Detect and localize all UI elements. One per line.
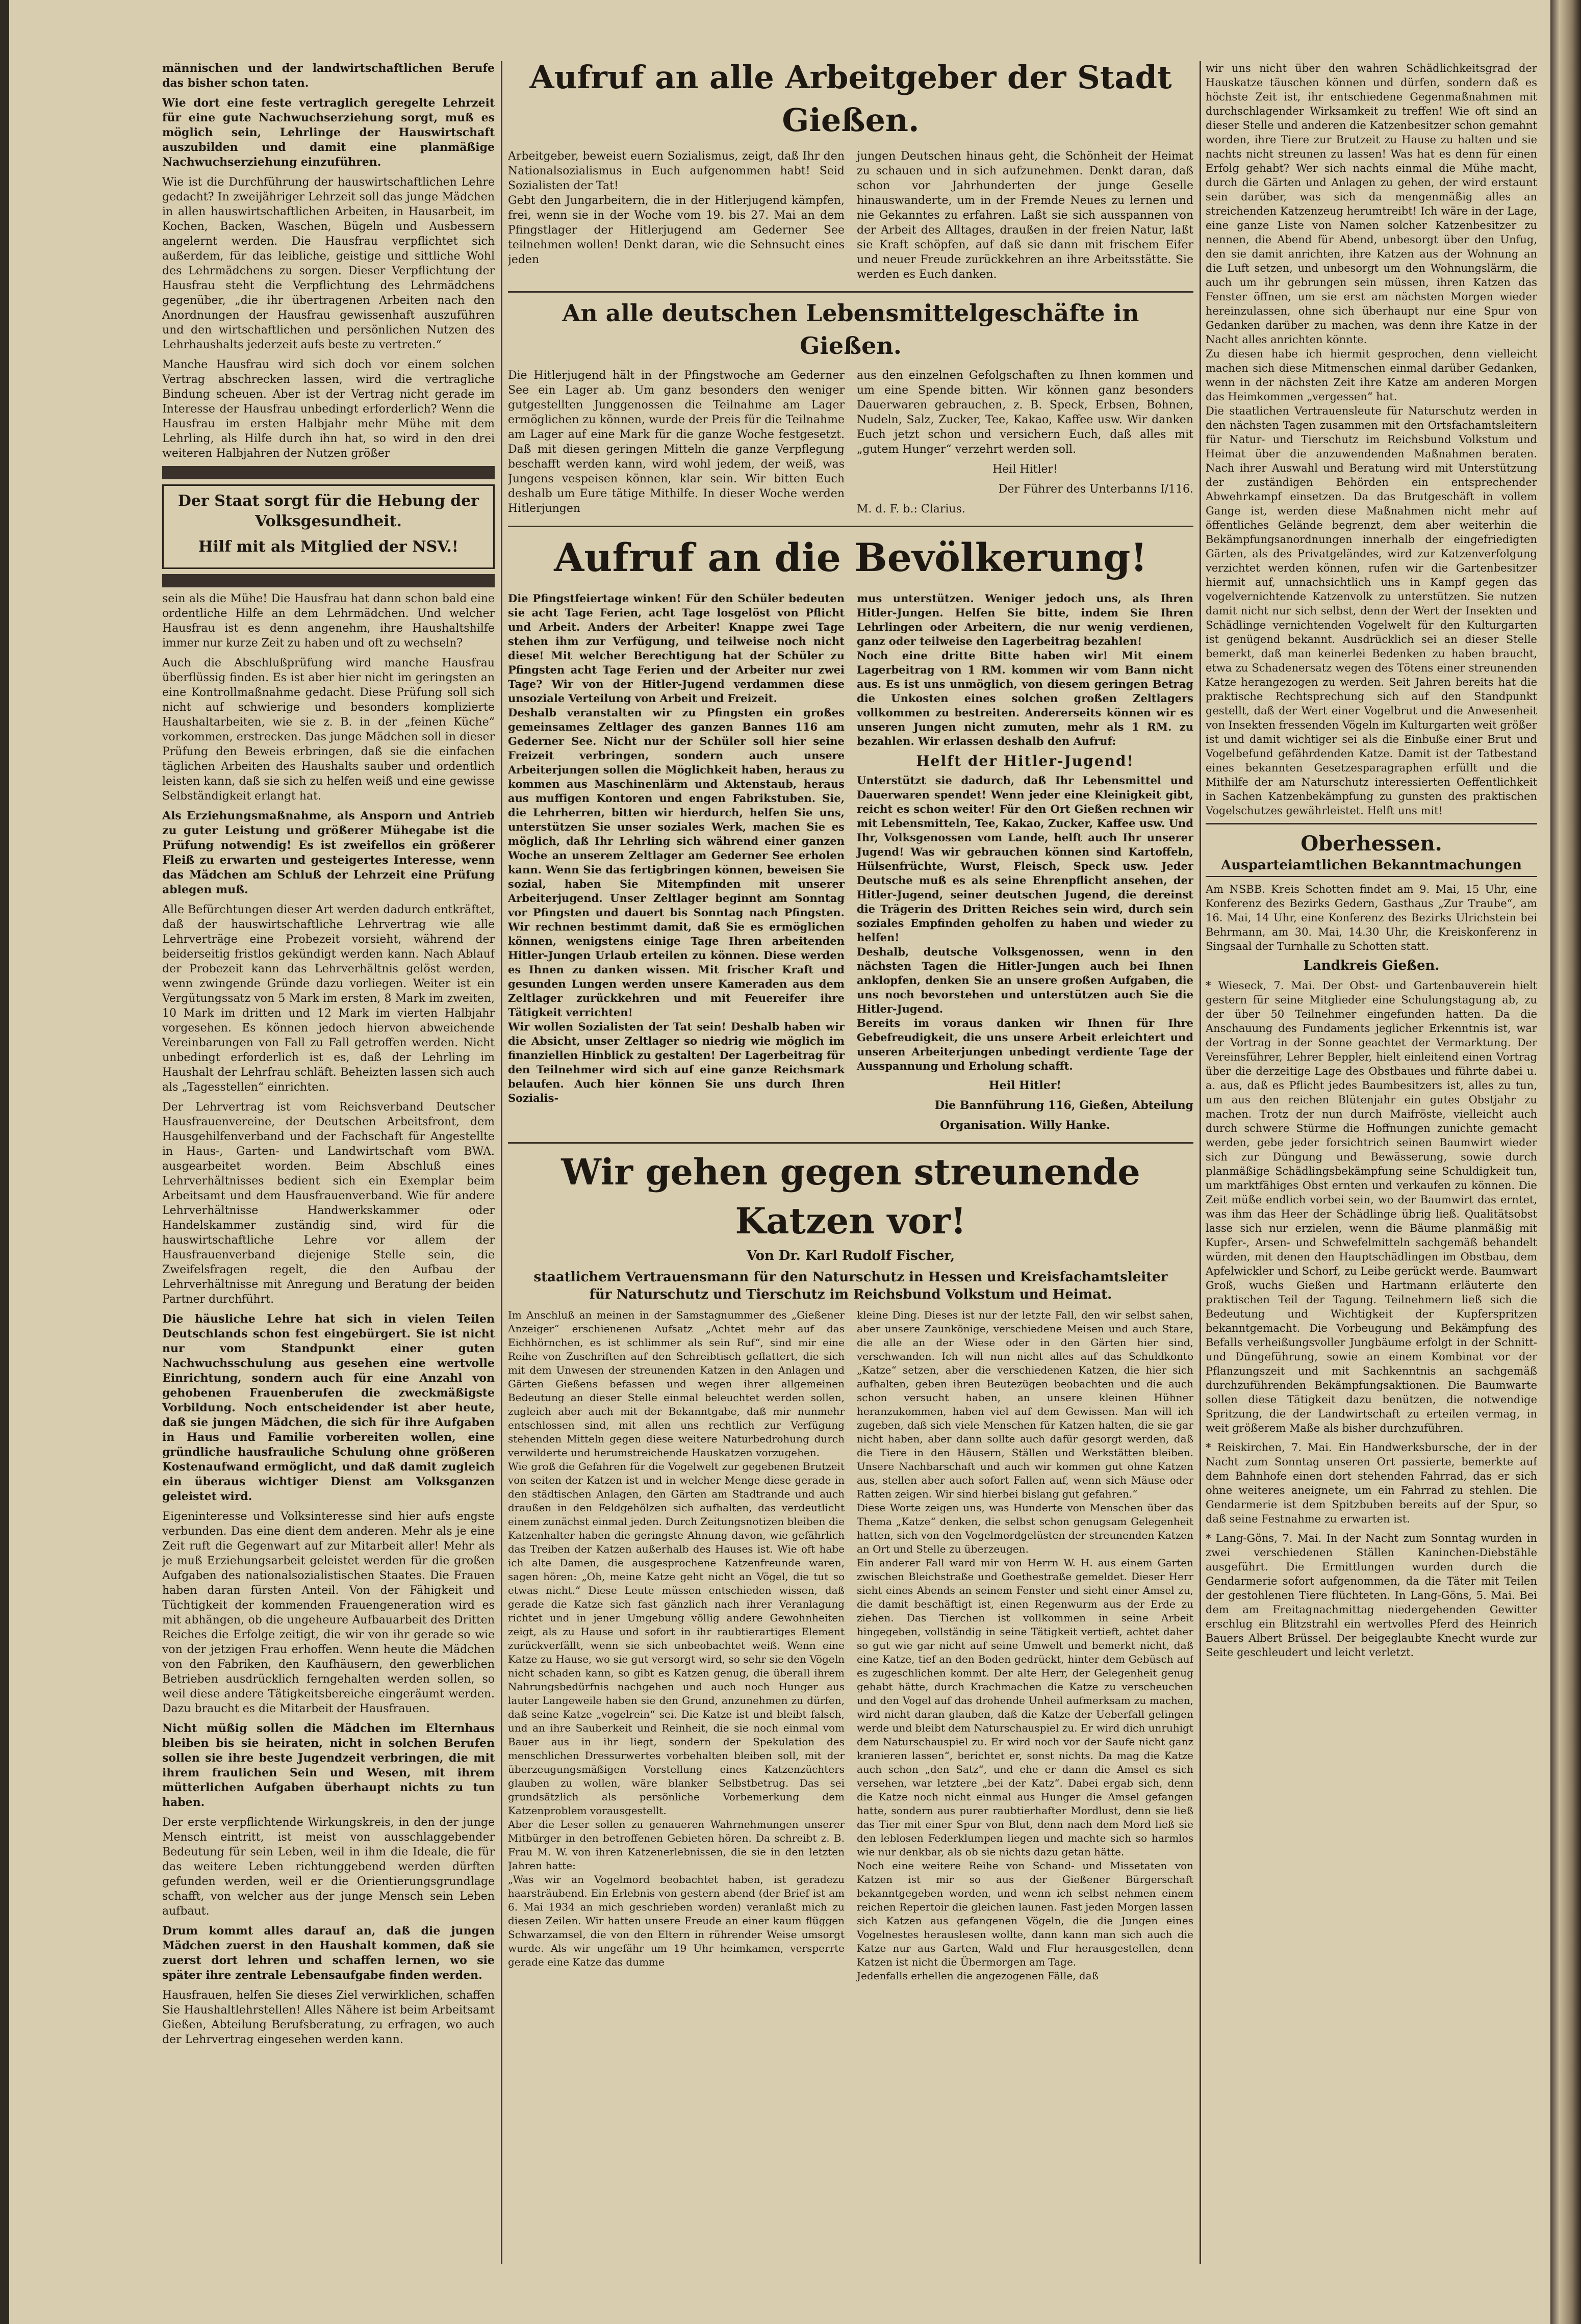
oberhessen-sub: Ausparteiamtlichen Bekanntmachungen — [1206, 858, 1537, 877]
nsv-box — [162, 484, 495, 569]
column-rule-2 — [1200, 61, 1201, 2264]
oberhessen-title: Oberhessen. — [1300, 832, 1442, 856]
left-p13: Drum kommt alles darauf an, daß die jungen Mädchen zuerst in den Haushalt kommen, daß sie zuerst dort lehren und schaffen lernen, wo sie später ihre zentrale Lebensaufgabe finden werden. — [162, 1924, 495, 1982]
rule-right — [1206, 823, 1537, 824]
article2-sign3: M. d. F. b.: Clarius. — [857, 503, 965, 515]
article3-col2b: Unterstützt sie dadurch, daß Ihr Lebensmittel und Dauerwaren spendet! Wenn jeder eine Kleinigkeit gibt, reicht es schon weiter! Für den Ort Gießen rechnen wir mit Lebensmitteln, Tee, Kakao, Zucker, Kaffee usw. Und Ihr, Volksgenossen vom Lande, helft auch Ihr unserer Jugend! Was wir gebrauchen können sind Kartoffeln, Hülsenfrüchte, Wurst, Fleisch, Speck usw. Jeder Deutsche muß es als seine Ehrenpflicht ansehen, der Hitler-Jugend, seiner deutschen Jugend, die dereinst die Trägerin des Dritten Reiches sein wird, durch sein soziales Empfinden geholfen zu haben und wieder zu helfen! Deshalb, deutsche Volksgenossen, wenn in den nächsten Tagen die Hitler-Jungen auch bei Ihnen anklopfen, denken Sie an unsere großen Aufgaben, die uns noch bevorstehen und unterstützen auch Sie die Hitler-Jugend. Bereits im voraus danken wir Ihnen für Ihre Gebefreudigkeit, die uns unsere Arbeit erleichtert und unseren Arbeiterjungen unbedingt verdiente Tage der Ausspannung und Erholung schafft. — [857, 774, 1193, 1072]
article4 — [508, 1308, 1193, 1988]
article2-sign2: Der Führer des Unterbanns I/116. — [998, 483, 1193, 496]
article4-col2: kleine Ding. Dieses ist nur der letzte Fall, den wir selbst sahen, aber unsere Zaunkönige, verschiedene Meisen und auch Stare, die alle an der Wiese oder in den Gärten hier sind, verschwanden. Ich will nun nicht alles auf das Schuldkonto „Katze“ setzen, aber die verschiedenen Katzen, die hier sich aufhalten, geben ihren Beutezügen beobachten und die auch schon versucht haben, an unsere kleinen Hühner heranzukommen, haben viel auf dem Gewissen. Man will ich zugeben, daß sich viele Menschen für Katzen halten, die sie gar nicht haben, aber dann sollte auch dafür gesorgt werden, daß die Tiere in den Häusern, Ställen und Werkstätten bleiben. Unsere Nachbarschaft und auch wir kommen gut ohne Katzen aus, stellen aber auch sofort Fallen auf, wenn sich Mäuse oder Ratten zeigen. Wir sind hierbei bislang gut gefahren.“ Diese Worte zeigen uns, was Hunderte von Menschen über das Thema „Katze“ denken, die selbst schon genugsam Gelegenheit hatten, sich von den Vogelmordgelüsten der streunenden Katzen an Ort und Stelle zu überzeugen. Ein anderer Fall ward mir von Herrn W. H. aus einem Garten zwischen Bleichstraße und Goethestraße gemeldet. Dieser Herr sieht eines Abends an seinem Fenster und sieht einer Amsel zu, die damit beschäftigt ist, einen Regenwurm aus der Erde zu ziehen. Das Tierchen ist vollkommen in seine Arbeit hingegeben, vollständig in seine Tätigkeit vertieft, achtet daher so gut wie gar nicht auf seine Umwelt und bemerkt nicht, daß eine Katze, tief an den Boden gedrückt, hinter dem Gebüsch auf es zugeschlichen kommt. Der alte Herr, der Gelegenheit genug gehabt hätte, durch Krachmachen die Katze zu verscheuchen und den Vogel auf das drohende Unheil aufmerksam zu machen, wird nicht daran glauben, daß die Katze der Ueberfall gelingen werde und bleibt dem Naturschauspiel zu. Er wird dich unruhigt dem Naturschauspiel zu. Er wird noch vor der Saufe nicht ganz kranieren lassen“, berichtet er, sonst nichts. Da mag die Katze auch schon „den Satz“, und ehe er dann die Amsel es sich versehen, war letztere „bei der Katz“. Dabei ergab sich, denn die Katze noch nicht einmal aus Hunger die Amsel gefangen hatte, sondern aus purer raubtierhafter Mordlust, denn sie ließ das Tier mit einer Spur von Blut, denn nach dem Mord ließ sie den leblosen Federklumpen liegen und machte sich so harmlos wie nur denkbar, als ob sie nichts dazu getan hätte. Noch eine weitere Reihe von Schand- und Missetaten von Katzen ist mir so aus der Gießener Bürgerschaft bekanntgegeben worden, und wenn ich selbst nehmen einem reichen Repertoir die gleichen launen. Fast jeden Morgen lassen sich Katzen aus gefangenen Vögeln, die die Jungen eines Vogelnestes herauslesen wollte, dann kann man sich auch die Katze nur aus Garten, Wald und Flur herausgestellen, denn Katzen ist nicht die Übermorgen am Tage. Jedenfalls erhellen die angezogenen Fälle, daß — [857, 1309, 1193, 1982]
left-p6: Als Erziehungsmaßnahme, als Ansporn und Antrieb zu guter Leistung und größerer Mühegabe ist die Prüfung notwendig! Es ist zweifellos ein größerer Fleiß zu erwarten und gesteigertes Interesse, wenn das Mädchen am Schluß der Lehrzeit eine Prüfung ablegen muß. — [162, 809, 495, 896]
binding-gutter — [0, 0, 9, 2324]
right-column — [1206, 61, 1537, 2254]
nsv-bar-top — [162, 466, 495, 479]
left-p7: Alle Befürchtungen dieser Art werden dadurch entkräftet, daß der hauswirtschaftliche Lehrvertrag wie alle Lehrverträge eine Probezeit vorsieht, während der beiderseitig fristlos gekündigt werden kann. Nach Ablauf der Probezeit kann das Lehrverhältnis gelöst werden, wenn zwingende Gründe dazu vorliegen. Weiter ist ein Vergütungssatz von 5 Mark im ersten, 8 Mark im zweiten, 10 Mark im dritten und 12 Mark im vierten Halbjahr vorgesehen. Es können jedoch hiervon abweichende Vereinbarungen von Fall zu Fall getroffen werden. Nicht unbedingt erforderlich ist es, daß der Lehrling im Haushalt der Lehrfrau schläft. Beheizten lassen sich auch als „Tagesstellen“ einrichten. — [162, 903, 495, 1094]
headline-bevoelkerung: Aufruf an die Bevölkerung! — [554, 535, 1148, 580]
article3 — [508, 591, 1193, 1138]
article3-col1: Die Pfingstfeiertage winken! Für den Schüler bedeuten sie acht Tage Ferien, acht Tage losgelöst von Pflicht und Arbeit. Anders der Arbeiter! Knappe zwei Tage stehen ihm zur Verfügung, und teilweise noch nicht diese! Mit welcher Berechtigung hat der Schüler zu Pfingsten acht Tage Ferien und der Arbeiter nur zwei Tage? Wir von der Hitler-Jugend verdammen diese unsoziale Verteilung von Arbeit und Freizeit. Deshalb veranstalten wir zu Pfingsten ein großes gemeinsames Zeltlager des ganzen Bannes 116 am Gederner See. Nicht nur der Schüler soll hier seine Freizeit verbringen, sondern auch unsere Arbeiterjungen sollen die Möglichkeit haben, heraus zu kommen aus Maschinenlärm und Aktenstaub, heraus aus muffigen Kontoren und engen Fabrikstuben. Sie, die Lehrherren, bitten wir hierdurch, helfen Sie uns, unterstützen Sie unser soziales Werk, machen Sie es möglich, daß Ihr Lehrling sich während einer ganzen Woche an unserem Zeltlager am Gederner See erholen kann. Wenn Sie das fertigbringen können, beweisen Sie sozial, haben Sie Mitempfinden mit unserer Arbeiterjugend. Unser Zeltlager beginnt am Sonntag vor Pfingsten und dauert bis Sonntag nach Pfingsten. Wir rechnen bestimmt damit, daß Sie es ermöglichen können, wenigstens einige Tage Ihren arbeitenden Hitler-Jungen Urlaub erteilen zu können. Diese werden es Ihnen zu danken wissen. Mit frischer Kraft und gesunden Lungen werden unsere Kameraden aus dem Zeltlager zurückkehren und mit Feuereifer ihre Tätigkeit verrichten! Wir wollen Sozialisten der Tat sein! Deshalb haben wir die Absicht, unser Zeltlager so niedrig wie möglich im finanziellen Hinblick zu gestalten! Der Lagerbeitrag für den Teilnehmer wird sich auf eine ganze Reichsmark belaufen. Auch hier können Sie uns durch Ihren Sozialis- — [508, 592, 845, 1104]
article3-right — [857, 591, 1193, 1138]
rule-h1 — [508, 291, 1193, 293]
landkreis-p1: * Wieseck, 7. Mai. Der Obst- und Gartenbauverein hielt gestern für seine Mitglieder eine Schulungstagung ab, zu der über 50 Teilnehmer eingefunden hatten. Da die Anschauung des Fundaments jeglicher Erkenntnis ist, war der Vortrag in der Sonne geachtet der Vermarktung. Der Vereinsführer, Lehrer Beppler, hielt einleitend einen Vortrag über die derzeitige Lage des Obstbaues und führte dabei u. a. aus, daß es Pflicht jedes Baumbesitzers ist, alles zu tun, um aus den reichen Blütenjahr ein gutes Obstjahr zu machen. Trotz der nun durch Maifröste, vielleicht auch durch schwere Stürme die Hoffnungen zunichte gemacht werden, gebe jeder forsichtrich seinen Baumwirt wieder sich zur Düngung und Bewässerung, sowie durch planmäßige Schädlingsbekämpfung seine Schuldigkeit tun, um marktfähiges Obst ernten und verkaufen zu können. Die Zeit müße endlich vorbei sein, wo der Baumwirt das erntet, was ihm das Heer der Schädlinge übrig ließ. Qualitätsobst lasse sich nur erzielen, wenn die Bäume planmäßig mit Kupfer-, Arsen- und Schwefelmitteln sachgemäß behandelt würden, mit denen den Hauptschädlingen im Obstbau, dem Apfelwickler und Schorf, zu Leibe gerückt werde. Baumwart Groß, wuchs Gießen und Hartmann erläuterte den praktischen Teil der Tagung. Teilnehmern ließ sich die Bedeutung und Wichtigkeit der Kupferspritzen bekanntgemacht. Die Vorbeugung und Bekämpfung des Befalls verheißungsvoller Jungbäume erfolgt in der Schnitt- und Düngeführung, sowie an einem Kombinat vor der Pflanzungszeit und mit Sachkenntnis an sachgemäß durchzuführenden Bekämpfungsaktionen. Die Baumwarte sollen diese Tätigkeit dazu benützen, die notwendige Spritzung, die der Landwirtschaft zu erteilen vermag, in weit größerem Maße als bisher durchzuführen. — [1206, 979, 1537, 1434]
article4-col1: Im Anschluß an meinen in der Samstagnummer des „Gießener Anzeiger“ erschienenen Aufsatz „Achtet mehr auf das Eichhörnchen, es ist schlimmer als sein Ruf“, sind mir eine Reihe von Zuschriften auf den Schreibtisch geflattert, die sich mit dem Unwesen der streunenden Katzen in den Anlagen und Gärten Gießens befassen und wegen ihrer allgemeinen Bedeutung an dieser Stelle einmal beleuchtet werden sollen, zugleich aber auch mit der Bekanntgabe, daß mir nunmehr entschlossen sind, mit allen uns rechtlich zur Verfügung stehenden Mitteln gegen diese weitere Naturbedrohung durch verwilderte und herumstreichende Hauskatzen vorzugehen. Wie groß die Gefahren für die Vogelwelt zur gegebenen Brutzeit von seiten der Katzen ist und in welcher Menge diese gerade in den städtischen Anlagen, den Gärten am Stadtrande und auch draußen in den Feldgehölzen sich aufhalten, das verdeutlicht einem zunächst einmal jeden. Durch Zeitungsnotizen bleiben die Katzenhalter haben die geringste Ahnung davon, wie gefährlich das Treiben der Katzen außerhalb des Hauses ist. Wie oft habe ich alte Damen, die ausgesprochene Katzenfreunde waren, sagen hören: „Oh, meine Katze geht nicht an Vögel, die tut so etwas nicht.“ Diese Leute müssen entschieden wissen, daß gerade die Katze sich fast gänzlich nach ihrer Veranlagung richtet und in jener Umgebung völlig andere Gewohnheiten zeigt, als zu Hause und sofort in ihr raubtierartiges Element zurückverfällt, wenn sie sich unbeobachtet weiß. Wenn eine Katze zu Hause, wo sie gut versorgt wird, so sehr sie den Vögeln nicht schaden kann, so gibt es Katzen genug, die überall ihrem Nahrungsbedürfnis nachgehen und auch noch Hunger aus lauter Langeweile haben sie den Grund, anzunehmen zu dürfen, daß seine Katze „vogelrein“ sei. Die Katze ist und bleibt falsch, und an ihre Sauberkeit und Reinheit, die sie noch einmal vom Bauer aus in ihr liegt, sondern der Spekulation des menschlichen Dressurwertes vorbehalten bleiben soll, mit der überzeugungsmäßigen Vorstellung eines Katzenzüchters glauben zu wollen, wäre blanker Selbstbetrug. Das sei grundsätzlich als persönliche Vorbemerkung dem Katzenproblem vorausgestellt. Aber die Leser sollen zu genaueren Wahrnehmungen unserer Mitbürger in den betroffenen Gebieten hören. Da schreibt z. B. Frau M. W. von ihren Katzenerlebnissen, die sie in den letzten Jahren hatte: „Was wir an Vogelmord beobachtet haben, ist geradezu haarsträubend. Ein Erlebnis von gestern abend (der Brief ist am 6. Mai 1934 an mich geschrieben worden) veranlaßt mich zu diesen Zeilen. Wir hatten unsere Freude an einer kaum flüggen Schwarzamsel, die von den Eltern in rührender Weise umsorgt wurde. Als wir ungefähr um 19 Uhr heimkamen, versperrte gerade eine Katze das dumme — [508, 1309, 845, 1968]
left-column — [162, 61, 495, 2254]
article4-subtitle: staatlichem Vertrauensmann für den Naturschutz in Hessen und Kreisfachamtsleiter für Naturschutz und Tierschutz im Reichsbund Volkstum und Heimat. — [533, 1270, 1168, 1302]
nsv-bar-bottom — [162, 574, 495, 587]
headline-arbeitgeber: Aufruf an alle Arbeitgeber der Stadt Gießen. — [529, 59, 1172, 139]
article2-right — [857, 368, 1193, 522]
landkreis-title: Landkreis Gießen. — [1303, 958, 1440, 973]
rule-h2 — [508, 526, 1193, 527]
article2-col2: aus den einzelnen Gefolgschaften zu Ihnen kommen und um eine Spende bitten. Wir können ganz besonders Dauerwaren gebrauchen, z. B. Speck, Erbsen, Bohnen, Nudeln, Salz, Zucker, Tee, Kakao, Kaffee usw. Wir danken Euch jetzt schon und versichern Euch, daß alles mit „gutem Hunger“ verzehrt werden soll. — [857, 369, 1193, 456]
left-p11: Nicht müßig sollen die Mädchen im Elternhaus bleiben bis sie heiraten, nicht in solchen Berufen sollen sie ihre beste Jugendzeit verbringen, die mit ihrem fraulichen Sein und Wesen, mit ihrem mütterlichen Aufgaben überhaupt nichts zu tun haben. — [162, 1722, 495, 1809]
article2-sign1: Heil Hitler! — [992, 463, 1058, 476]
rule-h3 — [508, 1142, 1193, 1144]
article1 — [508, 149, 1193, 287]
left-p8: Der Lehrvertrag ist vom Reichsverband Deutscher Hausfrauenvereine, der Deutschen Arbeitsfront, dem Hausgehilfenverband und der Fachschaft für Angestellte in Haus-, Garten- und Landwirtschaft vom BWA. ausgearbeitet worden. Beim Abschluß eines Lehrverhältnisses bedient sich ein Exemplar beim Arbeitsamt und dem Hausfrauenverband. Wie für andere Lehrverhältnisse Handwerkskammer oder Handelskammer zuständig sind, wird für die hauswirtschaftliche Lehre vor allem der Hausfrauenverband diejenige Stelle sein, die Zweifelsfragen regelt, die den Aufbau der Lehrverhältnisse mit Anregung und Beratung der beiden Partner durchführt. — [162, 1101, 495, 1306]
left-intro: männischen und der landwirtschaftlichen Berufe das bisher schon taten. — [162, 62, 495, 90]
oberhessen-p: Am NSBB. Kreis Schotten findet am 9. Mai, 15 Uhr, eine Konferenz des Bezirks Gedern, Gasthaus „Zur Traube“, am 16. Mai, 14 Uhr, eine Konferenz des Bezirks Ulrichstein bei Behrmann, am 30. Mai, 14.30 Uhr, die Kreiskonferenz in Singsaal der Turnhalle zu Schotten statt. — [1206, 883, 1537, 952]
left-p14: Hausfrauen, helfen Sie dieses Ziel verwirklichen, schaffen Sie Haushaltlehrstellen! Alles Nähere ist beim Arbeitsamt Gießen, Abteilung Berufsberatung, zu erfragen, wo auch der Lehrvertrag eingesehen werden kann. — [162, 1989, 495, 2046]
article3-sign3: Organisation. Willy Hanke. — [940, 1119, 1110, 1132]
article1-col2: jungen Deutschen hinaus geht, die Schönheit der Heimat zu schauen und in sich aufzunehmen. Denkt daran, daß schon vor Jahrhunderten der junge Geselle hinauswanderte, um in der Fremde Neues zu lernen und nie Gekanntes zu erfahren. Laßt sie sich ausspannen von der Arbeit des Alltages, draußen in der freien Natur, laßt sie Kraft schöpfen, auf daß sie dann mit frischem Eifer und neuer Freude zurückkehren an ihre Arbeitsstätte. Sie werden es Euch danken. — [857, 150, 1193, 281]
left-p10: Eigeninteresse und Volksinteresse sind hier aufs engste verbunden. Das eine dient dem anderen. Mehr als je eine Zeit ruft die Gegenwart auf zur Mitarbeit aller! Mehr als je muß Erziehungsarbeit geleistet werden für die großen Aufgaben des nationalsozialistischen Staates. Die Frauen haben daran fürsten Anteil. Von der Fähigkeit und Tüchtigkeit der kommenden Frauengeneration wird es mit abhängen, ob die ungeheure Aufbauarbeit des Dritten Reiches die Erfolge zeitigt, die wir von ihr gerade so wie von der jetzigen Frau erhoffen. Wenn heute die Mädchen von den Fabriken, den Kaufhäusern, den gewerblichen Betrieben ausdrücklich ferngehalten werden sollen, so weil diese andere Tätigkeitsbereiche eingeräumt werden. Dazu braucht es die Mitarbeit der Hausfrauen. — [162, 1510, 495, 1715]
landkreis-p2: * Reiskirchen, 7. Mai. Ein Handwerksbursche, der in der Nacht zum Sonntag unseren Ort passierte, bemerkte auf dem Bahnhofe einen dort stehenden Fahrrad, das er sich ohne weiteres aneignete, um ein Fahrrad zu stehlen. Die Gendarmerie ist dem Spitzbuben bereits auf der Spur, so daß seine Festnahme zu erwarten ist. — [1206, 1441, 1537, 1525]
article2-col1: Die Hitlerjugend hält in der Pfingstwoche am Gederner See ein Lager ab. Um ganz besonders den weniger gutgestellten Junggenossen die Teilnahme am Lager ermöglichen zu können, wurde der Preis für die Teilnahme am Lager auf eine Mark für die ganze Woche festgesetzt. Daß mit diesen geringen Mitteln die ganze Verpflegung beschafft werden kann, wird wohl jedem, der weiß, was Jungens vespeisen können, klar sein. Wir bitten Euch deshalb um Eure tätige Mithilfe. In dieser Woche werden Hitlerjungen — [508, 369, 845, 515]
headline-katzen: Wir gehen gegen streunende Katzen vor! — [561, 1151, 1140, 1242]
article2 — [508, 368, 1193, 522]
article3-col2: mus unterstützen. Weniger jedoch uns, als Ihren Hitler-Jungen. Helfen Sie bitte, indem Sie Ihren Lehrlingen oder Arbeitern, die nur wenig verdienen, ganz oder teilweise den Lagerbeitrag bezahlen! Noch eine dritte Bitte haben wir! Mit einem Lagerbeitrag von 1 RM. kommen wir vom Bann nicht aus. Es ist uns unmöglich, von diesem geringen Betrag die Unkosten eines solchen großen Zeltlagers vollkommen zu bestreiten. Andererseits können wir es unseren Jungen nicht zumuten, mehr als 1 RM. zu bezahlen. Wir erlassen deshalb den Aufruf: — [857, 592, 1193, 747]
left-p3: Manche Hausfrau wird sich doch vor einem solchen Vertrag abschrecken lassen, wird die vertragliche Bindung scheuen. Aber ist der Vertrag nicht gerade im Interesse der Hausfrau unbedingt erforderlich? Wenn die Hausfrau im ersten Halbjahr mehr Mühe mit dem Lehrling, als Hilfe durch ihn hat, so wird in den drei weiteren Halbjahren der Nutzen größer — [162, 358, 495, 460]
page-fold-edge — [1550, 0, 1581, 2324]
left-p5: Auch die Abschlußprüfung wird manche Hausfrau überflüssig finden. Es ist aber hier nicht im geringsten an eine Kontrollmaßnahme gedacht. Diese Prüfung soll sich nicht auf schwierige und besonders komplizierte Haushaltarbeiten, wie sie z. B. in der „feinen Küche“ vorkommen, erstrecken. Das junge Mädchen soll in dieser Prüfung den Beweis erbringen, daß sie die einfachen täglichen Arbeiten des Haushalts sauber und ordentlich leisten kann, daß sie sich zu helfen weiß und eine gewisse Selbständigkeit erlangt hat. — [162, 657, 495, 803]
left-p4: sein als die Mühe! Die Hausfrau hat dann schon bald eine ordentliche Hilfe an dem Lehrmädchen. Und welcher Hausfrau ist es denn angenehm, ihre Haushaltshilfe immer nur kurze Zeit zu haben und oft zu wechseln? — [162, 592, 495, 650]
article3-cta: Helft der Hitler-Jugend! — [916, 753, 1134, 769]
right-top: wir uns nicht über den wahren Schädlichkeitsgrad der Hauskatze täuschen können und dürfen, sondern daß es höchste Zeit ist, ihr entschiedene Gegenmaßnahmen mit durchschlagender Wirksamkeit zu treffen! Wie oft sind an dieser Stelle und anderen die Katzenbesitzer schon gemahnt worden, ihre Tiere zur Brutzeit zu Hause zu halten und sie nachts nicht streunen zu lassen! Was hat es denn für einen Erfolg gehabt? Wer sich nachts einmal die Mühe macht, durch die Gärten und Anlagen zu gehen, der wird erstaunt sein darüber, was sich da mengenmäßig alles an streichenden Katzenzeug herumtreibt! Ich wäre in der Lage, eine ganze Liste von Namen solcher Katzenbesitzer zu nennen, die Abend für Abend, unbesorgt über den Unfug, den sie damit anrichten, ihre Katzen aus der Wohnung an die Luft setzen, und unbesorgt um den Wohnungslärm, die auch um ihr gebrungen sein müssen, ihren Katzen das Fenster öffnen, um sie erst am nächsten Morgen wieder hereinzulassen, ohne sich überhaupt nur eine Spur von Gedanken darüber zu machen, was denn ihre Katze in der Nacht alles anrichten könnte. Zu diesen habe ich hiermit gesprochen, denn vielleicht machen sich diese Mitmenschen einmal darüber Gedanken, wenn in der nächsten Zeit ihre Katze am anderen Morgen das Heimkommen „vergessen“ hat. Die staatlichen Vertrauensleute für Naturschutz werden in den nächsten Tagen zusammen mit den Ortsfachamtsleitern für Natur- und Tierschutz im Reichsbund Volkstum und Heimat über die anzuwendenden Maßnahmen beraten. Nach ihrer Auswahl und Beratung wird mit Unterstützung der zuständigen Behörden ein entsprechender Abwehrkampf einsetzen. Da das Brutgeschäft in vollem Gange ist, werden diese Maßnahmen nicht mehr auf öffentliches Gelände begrenzt, dem aber weiterhin die Bekämpfungsanordnungen innerhalb der eingefriedigten Gärten, als des Privatgeländes, wird zur Katzenverfolgung verzichtet werden können, rufen wir die Gartenbesitzer hiermit auf, unnachsichtlich uns in Kampf gegen das vogelvernichtende Katzenvolk zu unterstützen. Sie nutzen damit nicht nur sich selbst, denn der Wert der Insekten und Schädlinge vernichtenden Vogelwelt für den Kulturgarten ist genügend bekannt. Ausdrücklich sei an dieser Stelle bemerkt, daß man keinerlei Bedenken zu haben braucht, etwa zu Schadenersatz wegen des Tötens einer streunenden Katze herangezogen zu werden. Seit Jahren bereits hat die praktische Rechtsprechung sich auf den Standpunkt gestellt, daß der Wert einer Vogelbrut und die Anwesenheit von Insekten fressenden Vögeln im Kulturgarten weit größer ist und damit wichtiger sei als die Einbuße einer Brut und Vogelbefund gefährdenden Katze. Damit ist der Tatbestand eines bekannten Gesetzesparagraphen erfüllt und die Mithilfe der am Naturschutz interessierten Oeffentlichkeit in Sachen Katzenbekämpfung zu gunsten des praktischen Vogelschutzes gewährleistet. Helft uns mit! — [1206, 62, 1537, 817]
left-p12: Der erste verpflichtende Wirkungskreis, in den der junge Mensch eintritt, ist meist von ausschlaggebender Bedeutung für sein Leben, weil in ihm die Ideale, die für das weitere Leben richtunggebend werden dürften gefunden werden, weil er die Orientierungsgrundlage schafft, von welcher aus der junge Mensch sein Leben aufbaut. — [162, 1816, 495, 1918]
column-rule-1 — [501, 61, 502, 2264]
center-block — [508, 56, 1193, 2264]
headline-lebensmittel: An alle deutschen Lebensmittelgeschäfte in Gießen. — [562, 299, 1139, 359]
article3-sign1: Heil Hitler! — [988, 1079, 1062, 1092]
article3-sign2: Die Bannführung 116, Gießen, Abteilung — [934, 1099, 1193, 1112]
article4-author: Von Dr. Karl Rudolf Fischer, — [746, 1248, 955, 1263]
nsv-line2: Hilf mit als Mitglied der NSV.! — [198, 538, 458, 556]
left-p9: Die häusliche Lehre hat sich in vielen Teilen Deutschlands schon fest eingebürgert. Sie ist nicht nur vom Standpunkt einer guten Nachwuchsschulung aus gesehen eine wertvolle Einrichtung, sondern auch für eine Anzahl von gehobenen Frauenberufen die zweckmäßigste Vorbildung. Noch entscheidender ist aber heute, daß sie jungen Mädchen, die sich für ihre Aufgaben in Haus und Familie vorbereiten wollen, eine gründliche hausfrauliche Schulung ohne größeren Kostenaufwand ermöglicht, und daß damit zugleich ein überaus wichtiger Dienst am Volksganzen geleistet wird. — [162, 1312, 495, 1503]
nsv-line1: Der Staat sorgt für die Hebung der Volksgesundheit. — [177, 492, 479, 530]
left-p2: Wie ist die Durchführung der hauswirtschaftlichen Lehre gedacht? In zweijähriger Lehrzeit soll das junge Mädchen in allen hauswirtschaftlichen Arbeiten, in Hausarbeit, im Kochen, Backen, Waschen, Bügeln und Ausbessern angelernt werden. Die Hausfrau verpflichtet sich außerdem, für das leibliche, geistige und sittliche Wohl des Lehrmädchens zu sorgen. Dieser Verpflichtung der Hausfrau steht die Verpflichtung des Lehrmädchens gegenüber, „die ihr übertragenen Arbeiten nach den Anordnungen der Hausfrau gewissenhaft auszuführen und den wirtschaftlichen und persönlichen Nutzen des Lehrhaushalts jederzeit aufs beste zu vertreten.“ — [162, 176, 495, 351]
landkreis-p3: * Lang-Göns, 7. Mai. In der Nacht zum Sonntag wurden in zwei verschiedenen Ställen Kaninchen-Diebstähle ausgeführt. Die Ermittlungen wurden durch die Gendarmerie sofort aufgenommen, da die Täter mit Teilen der gestohlenen Tiere flüchteten. In Lang-Göns, 5. Mai. Bei dem am Freitagnachmittag niedergehenden Gewitter erschlug ein Blitzstrahl ein wertvolles Pferd des Heinrich Bauers Albert Brüssel. Der beigeglaubte Knecht wurde zur Seite geschleudert und leicht verletzt. — [1206, 1532, 1537, 1659]
left-p1: Wie dort eine feste vertraglich geregelte Lehrzeit für eine gute Nachwuchserziehung sorgt, muß es möglich sein, Lehrlinge der Hauswirtschaft auszubilden und damit eine planmäßige Nachwuchserziehung einzuführen. — [162, 96, 495, 169]
article1-col1: Arbeitgeber, beweist euern Sozialismus, zeigt, daß Ihr den Nationalsozialismus in Euch aufgenommen habt! Seid Sozialisten der Tat! Gebt den Jungarbeitern, die in der Hitlerjugend kämpfen, frei, wenn sie in der Woche vom 19. bis 27. Mai an dem Pfingstlager der Hitlerjugend am Gederner See teilnehmen wollen! Denkt daran, wie die Sehnsucht eines jeden — [508, 150, 845, 266]
